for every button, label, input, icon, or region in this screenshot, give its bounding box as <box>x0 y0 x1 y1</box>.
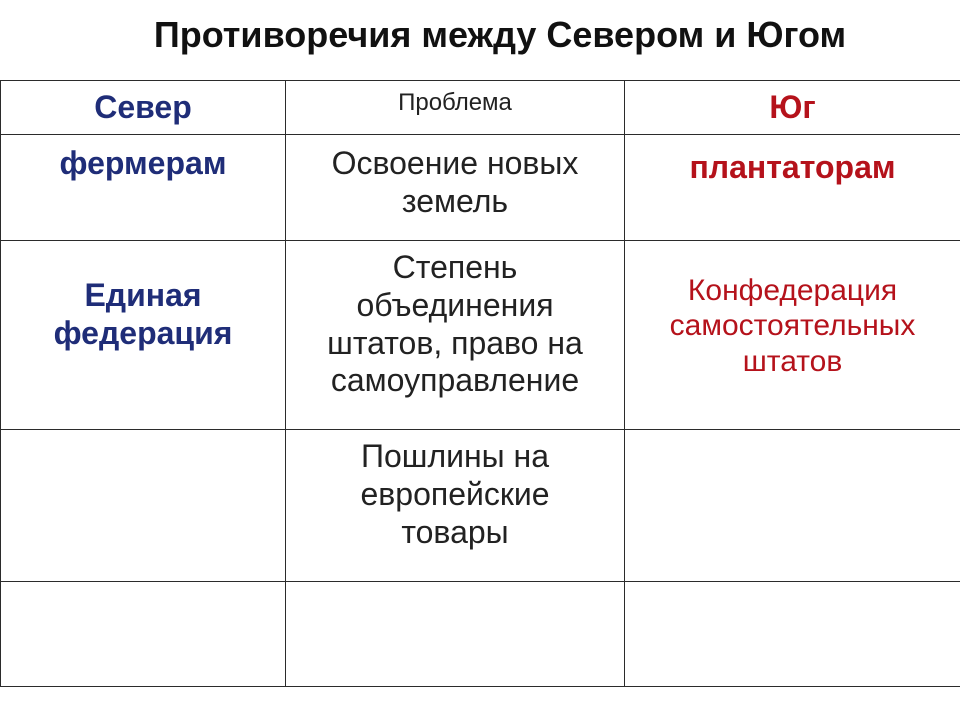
cell-south <box>625 430 960 582</box>
comparison-table <box>0 80 960 687</box>
cell-problem <box>286 241 625 430</box>
table-row <box>1 241 960 430</box>
problem-value: Освоение новых земель <box>331 145 579 219</box>
cell-problem <box>286 582 625 687</box>
cell-north <box>1 430 286 582</box>
problem-value: Пошлины на европейские товары <box>360 438 550 550</box>
header-cell-problem <box>286 81 625 135</box>
cell-south <box>625 135 960 241</box>
cell-north <box>1 135 286 241</box>
south-value: Конфедерация самостоятельных штатов <box>669 274 916 378</box>
header-problem-label: Проблема <box>398 89 512 116</box>
cell-south <box>625 582 960 687</box>
cell-north <box>1 582 286 687</box>
south-value: плантаторам <box>689 149 896 185</box>
cell-north <box>1 241 286 430</box>
cell-problem <box>286 135 625 241</box>
cell-problem <box>286 430 625 582</box>
north-value: фермерам <box>59 145 227 181</box>
table-row <box>1 135 960 241</box>
header-south-label: Юг <box>769 89 816 125</box>
header-cell-north <box>1 81 286 135</box>
header-north-label: Север <box>94 89 192 125</box>
north-value: Единая федерация <box>53 277 233 351</box>
table-header-row <box>1 81 960 135</box>
problem-value: Степень объединения штатов, право на самоуправление <box>327 249 583 399</box>
table-row <box>1 430 960 582</box>
table-row <box>1 582 960 687</box>
page-title: Противоречия между Севером и Югом <box>153 14 847 55</box>
cell-south <box>625 241 960 430</box>
header-cell-south <box>625 81 960 135</box>
